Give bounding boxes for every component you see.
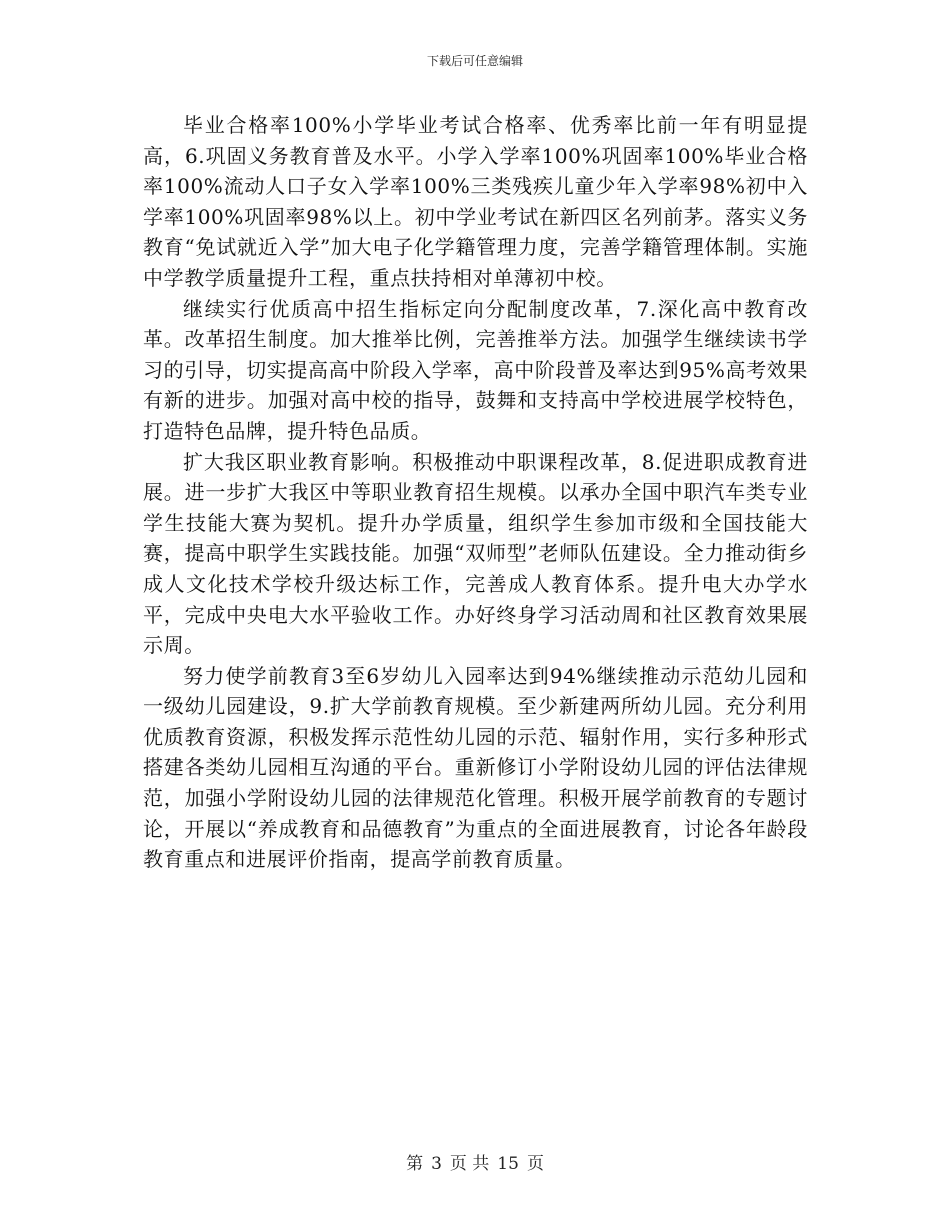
page-header: 下载后可任意编辑	[426, 54, 523, 68]
document-body	[143, 110, 808, 875]
paragraph-3: 扩大我区职业教育影响。积极推动中职课程改革，8.促进职成教育进展。进一步扩大我区中等职业教育招生规模。以承办全国中职汽车类专业学生技能大赛为契机。提升办学质量，组织学生参加市级和全国技能大赛，提高中职学生实践技能。加强“双师型”老师队伍建设。全力推动街乡成人文化技术学校升级达标工作，完善成人教育体系。提升电大办学水平，完成中央电大水平验收工作。办好终身学习活动周和社区教育效果展示周。	[143, 449, 808, 658]
footer-prefix: 第	[406, 1154, 424, 1174]
paragraph-4: 努力使学前教育3至6岁幼儿入园率达到94%继续推动示范幼儿园和一级幼儿园建设，9.扩大学前教育规模。至少新建两所幼儿园。充分利用优质教育资源，积极发挥示范性幼儿园的示范、辐射作用，实行多种形式搭建各类幼儿园相互沟通的平台。重新修订小学附设幼儿园的评估法律规范，加强小学附设幼儿园的法律规范化管理。积极开展学前教育的专题讨论，开展以“养成教育和品德教育”为重点的全面进展教育，讨论各年龄段教育重点和进展评价指南，提高学前教育质量。	[143, 663, 808, 872]
footer-middle: 页 共	[449, 1154, 490, 1174]
page-footer	[0, 1153, 950, 1175]
total-pages: 15	[497, 1154, 519, 1174]
footer-suffix: 页	[526, 1154, 544, 1174]
page-number: 3	[431, 1154, 442, 1174]
paragraph-2: 继续实行优质高中招生指标定向分配制度改革，7.深化高中教育改革。改革招生制度。加大推举比例，完善推举方法。加强学生继续读书学习的引导，切实提高高中阶段入学率，高中阶段普及率达到95%高考效果有新的进步。加强对高中校的指导，鼓舞和支持高中学校进展学校特色，打造特色品牌，提升特色品质。	[143, 296, 808, 443]
paragraph-1: 毕业合格率100%小学毕业考试合格率、优秀率比前一年有明显提高，6.巩固义务教育普及水平。小学入学率100%巩固率100%毕业合格率100%流动人口子女入学率100%三类残疾儿童少年入学率98%初中入学率100%巩固率98%以上。初中学业考试在新四区名列前茅。落实义务教育“免试就近入学”加大电子化学籍管理力度，完善学籍管理体制。实施中学教学质量提升工程，重点扶持相对单薄初中校。	[143, 113, 808, 290]
